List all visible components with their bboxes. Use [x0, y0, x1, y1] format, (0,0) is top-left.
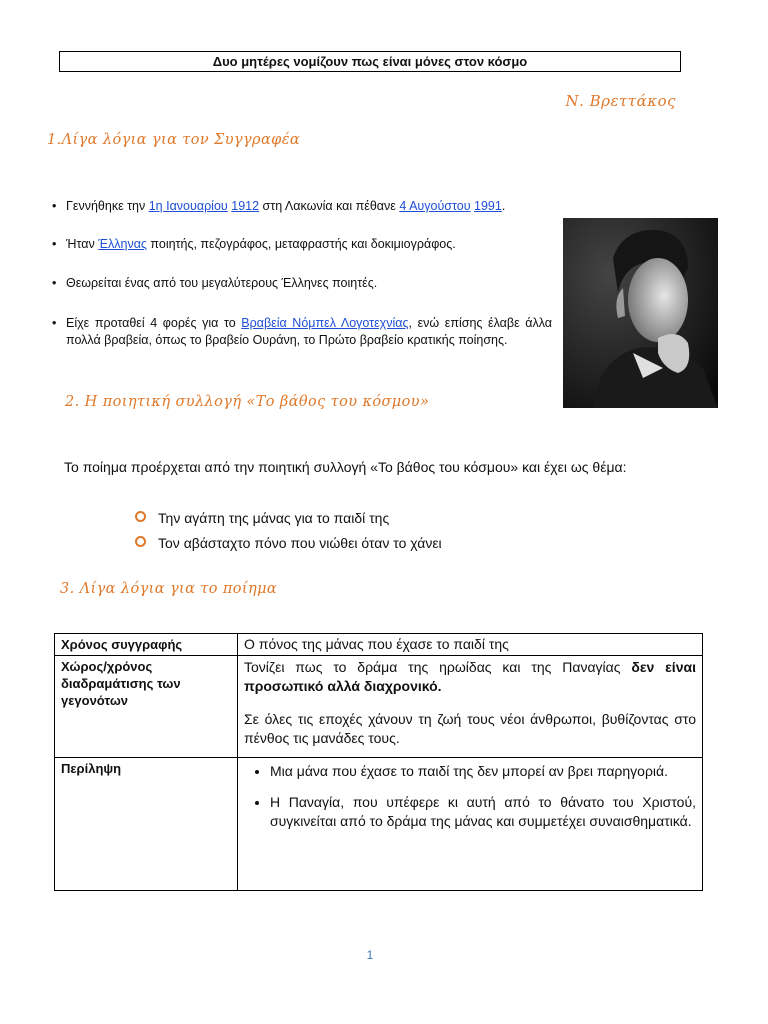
bio-bullet-awards: • Είχε προταθεί 4 φορές για το Βραβεία Νόμπελ Λογοτεχνίας, ενώ επίσης έλαβε άλλα πολλά βραβεία, όπως το βραβείο Ουράνη, το Πρώτο βραβείο κρατικής ποίησης.	[52, 316, 552, 347]
link-year-birth[interactable]: 1912	[231, 199, 260, 213]
section-2-heading: 2. Η ποιητική συλλογή «Το βάθος του κόσμου»	[65, 394, 430, 410]
table-label: Χρόνος συγγραφής	[55, 634, 238, 656]
section-3-heading: 3. Λίγα λόγια για το ποίημα	[60, 581, 278, 597]
theme-item-2: Τον αβάσταχτο πόνο που νιώθει όταν το χάνει	[135, 534, 442, 553]
table-row	[55, 758, 703, 891]
table-value	[238, 758, 703, 891]
link-date-birth[interactable]: 1η Ιανουαρίου	[148, 199, 228, 213]
poem-info-table	[54, 633, 703, 891]
link-date-death[interactable]: 4 Αυγούστου	[399, 199, 471, 213]
table-label: Χώρος/χρόνος διαδραμάτισης των γεγονότων	[55, 656, 238, 758]
circle-bullet-icon	[135, 511, 146, 522]
author-photo	[563, 218, 718, 408]
link-greek[interactable]: Έλληνας	[98, 237, 147, 251]
table-row	[55, 634, 703, 656]
bullet-icon: •	[52, 316, 57, 330]
list-item: • Μια μάνα που έχασε το παιδί της δεν μπορεί αν βρει παρηγοριά.	[270, 762, 696, 781]
poem-source-paragraph: Το ποίημα προέρχεται από την ποιητική συλλογή «Το βάθος του κόσμου» και έχει ως θέμα:	[64, 459, 627, 475]
bullet-icon: •	[52, 199, 57, 213]
link-year-death[interactable]: 1991	[474, 199, 502, 213]
list-item: • Η Παναγία, που υπέφερε κι αυτή από το θάνατο του Χριστού, συγκινείται από το δράμα της μάνας και συμμετέχει συναισθηματικά.	[270, 793, 696, 831]
table-label: Περίληψη	[55, 758, 238, 891]
page-number: 1	[366, 948, 374, 962]
section-1-heading: 1.Λίγα λόγια για τον Συγγραφέα	[47, 132, 301, 148]
table-row	[55, 656, 703, 758]
bullet-icon: •	[52, 237, 57, 251]
author-name: Ν. Βρεττάκος	[565, 92, 676, 110]
bio-bullet-birth: • Γεννήθηκε την 1η Ιανουαρίου 1912 στη Λακωνία και πέθανε 4 Αυγούστου 1991.	[52, 199, 506, 213]
bullet-icon: •	[52, 276, 57, 290]
theme-item-1: Την αγάπη της μάνας για το παιδί της	[135, 509, 389, 528]
document-title: Δυο μητέρες νομίζουν πως είναι μόνες στον κόσμο	[59, 51, 681, 72]
bio-bullet-profession: • Ήταν Έλληνας ποιητής, πεζογράφος, μεταφραστής και δοκιμιογράφος.	[52, 237, 456, 251]
portrait-image	[563, 218, 718, 408]
circle-bullet-icon	[135, 536, 146, 547]
bio-bullet-greatness: • Θεωρείται ένας από του μεγαλύτερους Έλληνες ποιητές.	[52, 276, 378, 290]
link-nobel[interactable]: Βραβεία Νόμπελ Λογοτεχνίας	[241, 316, 409, 330]
table-value: Ο πόνος της μάνας που έχασε το παιδί της	[238, 634, 703, 656]
table-value: Τονίζει πως το δράμα της ηρωίδας και της Παναγίας δεν είναι προσωπικό αλλά διαχρονικό. Σε όλες τις εποχές χάνουν τη ζωή τους νέοι άνθρωποι, βυθίζοντας στο πένθος τις μανάδες τους.	[238, 656, 703, 758]
summary-list	[244, 762, 696, 831]
